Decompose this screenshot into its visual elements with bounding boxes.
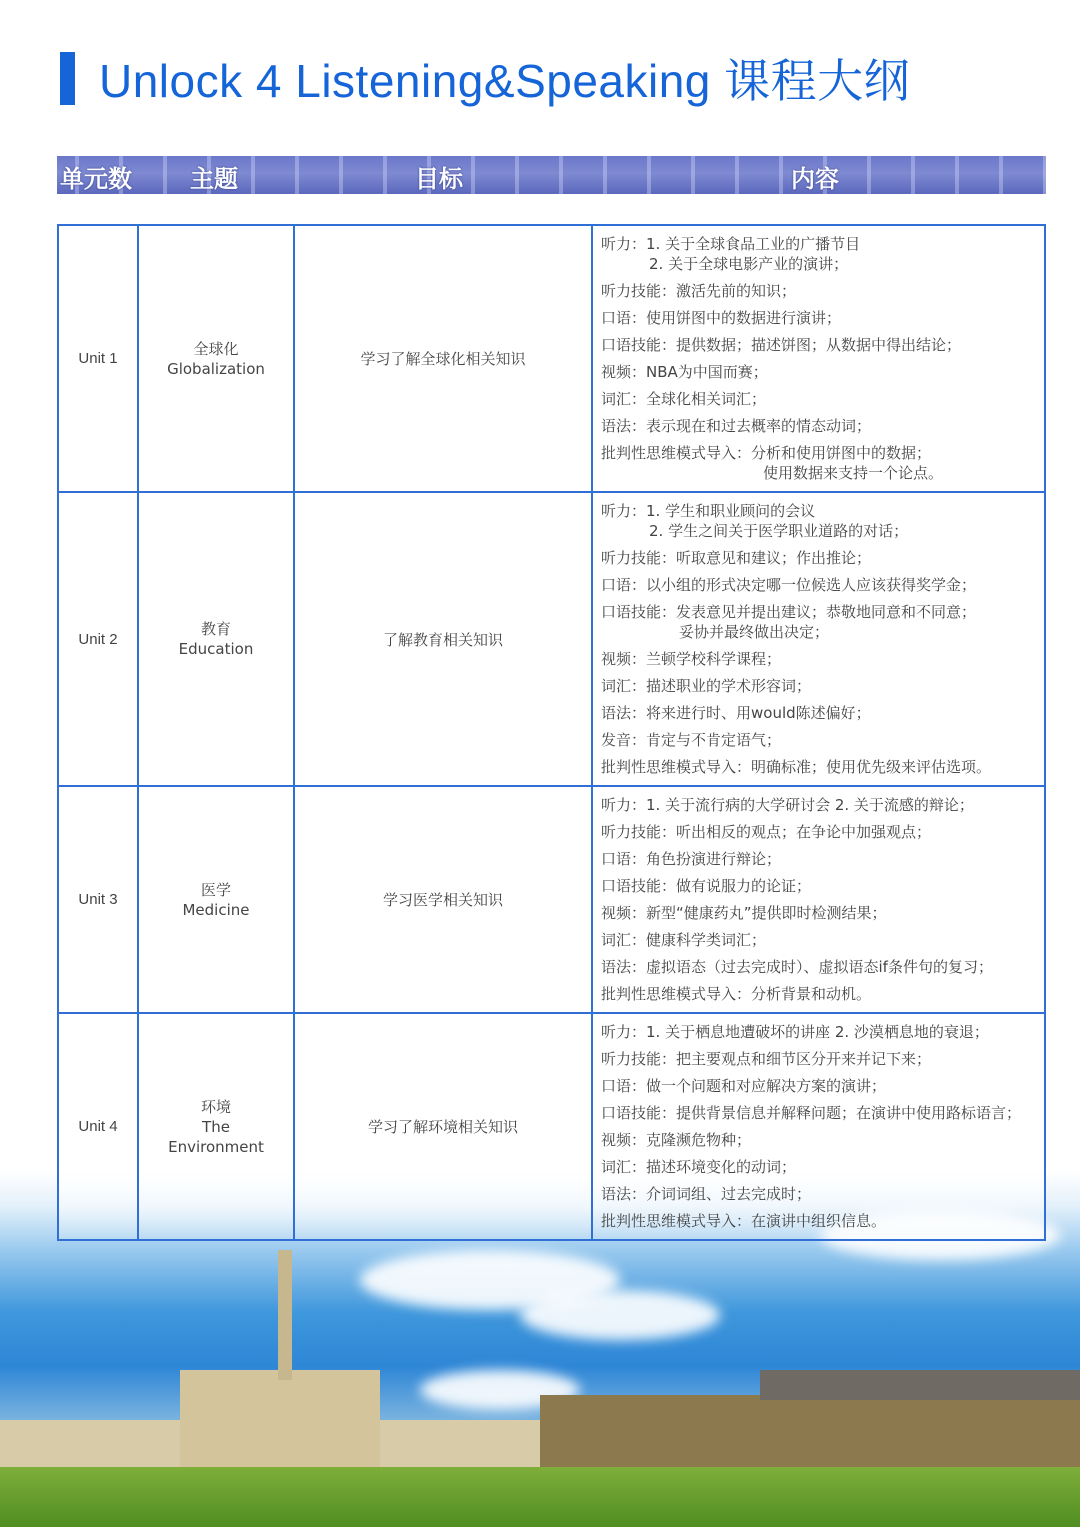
content-line: 批判性思维模式导入：分析和使用饼图中的数据； — [601, 444, 932, 462]
page-title: Unlock 4 Listening&Speaking 课程大纲 — [99, 55, 911, 107]
content-line: 词汇：健康科学类词汇； — [601, 931, 767, 949]
goal-cell: 了解教育相关知识 — [294, 492, 592, 786]
unit-cell: Unit 4 — [58, 1013, 138, 1240]
content-line: 口语技能：做有说服力的论证； — [601, 877, 812, 895]
topic-cn: 医学 — [200, 880, 231, 899]
content-line: 妥协并最终做出决定； — [679, 623, 830, 641]
unit-cell: Unit 3 — [58, 786, 138, 1013]
content-cell — [592, 1013, 1045, 1240]
header-content: 内容 — [791, 165, 839, 193]
column-header-band — [57, 156, 1046, 194]
content-line: 批判性思维模式导入：在演讲中组织信息。 — [601, 1212, 887, 1230]
content-line: 听力技能：听出相反的观点；在争论中加强观点； — [601, 823, 932, 841]
topic-cn: 环境 — [200, 1097, 231, 1116]
content-line: 视频：新型“健康药丸”提供即时检测结果； — [601, 904, 887, 922]
lawn — [0, 1467, 1080, 1527]
syllabus-table — [57, 224, 1046, 1241]
table-row — [58, 225, 1045, 492]
topic-cell — [138, 786, 294, 1013]
topic-en: Globalization — [167, 359, 265, 378]
content-line: 语法：虚拟语态（过去完成时）、虚拟语态if条件句的复习； — [601, 958, 993, 976]
unit-cell: Unit 1 — [58, 225, 138, 492]
content-line: 口语技能：发表意见并提出建议；恭敬地同意和不同意； — [601, 603, 977, 621]
content-line: 听力技能：听取意见和建议；作出推论； — [601, 549, 872, 567]
content-line: 批判性思维模式导入：分析背景和动机。 — [601, 985, 872, 1003]
content-line: 语法：表示现在和过去概率的情态动词； — [601, 417, 872, 435]
header-unit-count: 单元数 — [60, 165, 132, 193]
content-line: 听力技能：把主要观点和细节区分开来并记下来； — [601, 1050, 932, 1068]
table-row — [58, 786, 1045, 1013]
content-cell — [592, 786, 1045, 1013]
content-cell — [592, 225, 1045, 492]
content-line: 视频：兰顿学校科学课程； — [601, 650, 782, 668]
content-line: 口语技能：提供数据；描述饼图；从数据中得出结论； — [601, 336, 962, 354]
content-line: 词汇：描述环境变化的动词； — [601, 1158, 797, 1176]
content-line: 视频：NBA为中国而赛； — [601, 363, 768, 381]
topic-cell — [138, 492, 294, 786]
topic-en: Education — [178, 640, 254, 658]
content-line: 听力：1. 关于流行病的大学研讨会 2. 关于流感的辩论； — [601, 796, 974, 814]
title-accent-bar — [60, 52, 75, 105]
content-line: 听力：1. 关于全球食品工业的广播节目 — [601, 235, 861, 253]
content-line: 听力：1. 学生和职业顾问的会议 — [601, 502, 816, 520]
content-line: 语法：将来进行时、用would陈述偏好； — [601, 704, 871, 722]
unit-cell: Unit 2 — [58, 492, 138, 786]
content-line: 词汇：描述职业的学术形容词； — [601, 677, 812, 695]
topic-cell — [138, 1013, 294, 1240]
content-line: 听力：1. 关于栖息地遭破坏的讲座 2. 沙漠栖息地的衰退； — [601, 1023, 989, 1041]
content-line: 视频：克隆濒危物种； — [601, 1131, 752, 1149]
topic-cell — [138, 225, 294, 492]
goal-cell: 学习了解环境相关知识 — [294, 1013, 592, 1240]
content-line: 2. 学生之间关于医学职业道路的对话； — [649, 522, 909, 540]
content-cell — [592, 492, 1045, 786]
content-line: 口语：角色扮演进行辩论； — [601, 850, 782, 868]
content-line: 词汇：全球化相关词汇； — [601, 390, 767, 408]
content-line: 使用数据来支持一个论点。 — [763, 464, 944, 482]
header-topic: 主题 — [190, 165, 238, 193]
topic-en: The — [202, 1117, 230, 1136]
topic-en: Environment — [168, 1137, 264, 1156]
content-line: 口语：以小组的形式决定哪一位候选人应该获得奖学金； — [601, 576, 977, 594]
content-line: 口语：做一个问题和对应解决方案的演讲； — [601, 1077, 887, 1095]
content-line: 批判性思维模式导入：明确标准；使用优先级来评估选项。 — [601, 758, 992, 776]
goal-cell: 学习医学相关知识 — [294, 786, 592, 1013]
goal-cell: 学习了解全球化相关知识 — [294, 225, 592, 492]
content-line: 语法：介词词组、过去完成时； — [601, 1185, 812, 1203]
page-title-block — [60, 50, 910, 106]
content-line: 听力技能：激活先前的知识； — [601, 282, 797, 300]
table-row — [58, 492, 1045, 786]
content-line: 口语技能：提供背景信息并解释问题；在演讲中使用路标语言； — [601, 1104, 1022, 1122]
content-line: 发音：肯定与不肯定语气； — [601, 731, 782, 749]
header-goal: 目标 — [415, 165, 463, 193]
content-line: 2. 关于全球电影产业的演讲； — [649, 255, 849, 273]
topic-cn: 教育 — [200, 620, 231, 638]
table-row — [58, 1013, 1045, 1240]
topic-en: Medicine — [182, 900, 250, 919]
content-line: 口语：使用饼图中的数据进行演讲； — [601, 309, 842, 327]
topic-cn: 全球化 — [193, 339, 239, 358]
